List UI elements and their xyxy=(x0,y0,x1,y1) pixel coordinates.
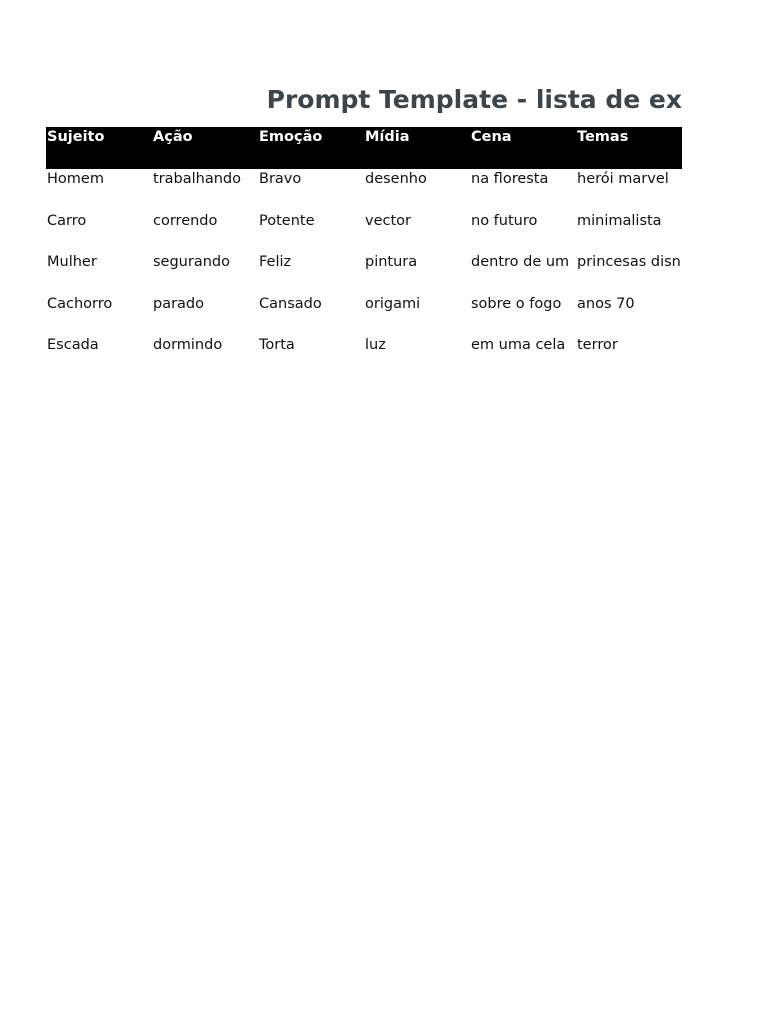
table-cell: pintura xyxy=(365,254,418,270)
table-cell: origami xyxy=(365,295,421,312)
table-cell: Escada xyxy=(47,337,99,353)
page-title xyxy=(46,80,682,127)
header-acao: Ação xyxy=(153,129,193,145)
header-sujeito: Sujeito xyxy=(47,129,105,145)
table-cell: correndo xyxy=(153,212,218,229)
table-row xyxy=(46,294,682,336)
table-cell: em uma cela xyxy=(471,337,566,353)
table-cell: parado xyxy=(153,295,205,312)
table-cell: minimalista xyxy=(577,212,662,229)
table-cell: Feliz xyxy=(259,254,292,270)
header-emocao: Emoção xyxy=(259,129,323,145)
header-cena: Cena xyxy=(471,129,512,145)
table-cell: Homem xyxy=(47,171,104,187)
table-cell: Mulher xyxy=(47,254,97,270)
table-cell: Torta xyxy=(259,337,295,353)
table-cell: desenho xyxy=(365,171,427,187)
table-row xyxy=(46,169,682,211)
table-cell: dentro de um xyxy=(471,254,570,270)
table-cell: vector xyxy=(365,212,411,229)
table-cell: herói marvel xyxy=(577,171,669,187)
table-cell: terror xyxy=(577,337,618,353)
table-cell: no futuro xyxy=(471,212,538,229)
table-row xyxy=(46,211,682,253)
spreadsheet xyxy=(46,80,682,377)
table-cell: segurando xyxy=(153,254,230,270)
table-cell: trabalhando xyxy=(153,171,241,187)
header-temas: Temas xyxy=(577,129,629,145)
table-cell: dormindo xyxy=(153,337,223,353)
table-cell: na floresta xyxy=(471,171,549,187)
table-header-row xyxy=(46,127,682,169)
table-row xyxy=(46,252,682,294)
table-cell: Cansado xyxy=(259,295,322,312)
table-cell: Potente xyxy=(259,212,315,229)
table-cell: Cachorro xyxy=(47,295,113,312)
table-cell: princesas disn xyxy=(577,254,681,270)
header-midia: Mídia xyxy=(365,129,410,145)
table-cell: Bravo xyxy=(259,171,302,187)
table-cell: sobre o fogo xyxy=(471,295,562,312)
prompt-table xyxy=(46,127,682,377)
table-row xyxy=(46,335,682,377)
table-cell: Carro xyxy=(47,212,87,229)
table-cell: luz xyxy=(365,337,386,353)
table-cell: anos 70 xyxy=(577,295,635,312)
page-title-text: Prompt Template - lista de ex xyxy=(266,85,682,114)
